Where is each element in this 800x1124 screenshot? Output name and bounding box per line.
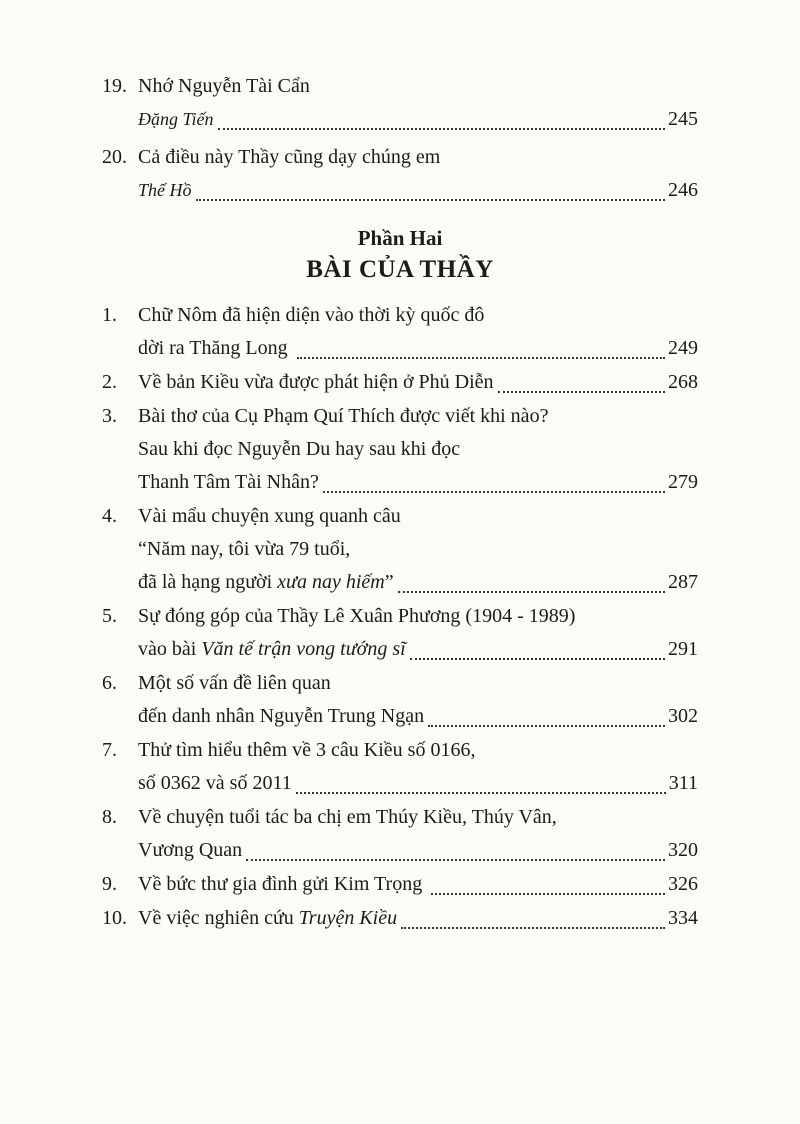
toc-entry [102,801,698,867]
toc-page [102,0,698,935]
toc-line [102,141,698,174]
entry-number: 19. [102,75,127,97]
toc-entry [102,141,698,207]
toc-line [138,633,698,666]
entry-number: 8. [102,806,117,828]
entry-text: Về việc nghiên cứu [138,907,299,929]
page-number: 279 [668,471,698,493]
entry-author: Đặng Tiến [138,109,214,129]
toc-entry [102,902,698,935]
entry-text: Chữ Nôm đã hiện diện vào thời kỳ quốc đô [138,304,485,326]
toc-line [102,902,698,935]
entry-text: dời ra Thăng Long [138,337,293,359]
entry-text: ” [384,571,394,593]
toc-entry [102,400,698,499]
toc-line [138,834,698,867]
entry-number: 1. [102,304,117,326]
page-number: 287 [668,571,698,593]
page-number: 334 [668,907,698,929]
toc-entry [102,366,698,399]
entry-number: 7. [102,739,117,761]
entry-number: 2. [102,371,117,393]
entry-title: Cả điều này Thầy cũng dạy chúng em [138,146,441,168]
entry-number: 4. [102,505,117,527]
entry-text: số 0362 và số 2011 [138,772,292,794]
entry-text: Sau khi đọc Nguyễn Du hay sau khi đọc [138,438,461,460]
toc-line [102,734,698,767]
entry-author: Thế Hồ [138,180,192,200]
entry-text: đến danh nhân Nguyễn Trung Ngạn [138,705,425,727]
toc-entry [102,667,698,733]
toc-entry [102,299,698,365]
entry-text: Vài mẩu chuyện xung quanh câu [138,505,401,527]
toc-line [102,366,698,399]
entry-text: Về bản Kiều vừa được phát hiện ở Phủ Diễn [138,371,494,393]
entry-number: 5. [102,605,117,627]
toc-line [138,700,698,733]
section-kicker: Phần Hai [357,226,443,250]
page-number: 268 [668,371,698,393]
entry-number: 20. [102,146,127,168]
toc-line [138,174,698,207]
dot-leader [498,391,665,393]
toc-line [102,801,698,834]
dot-leader [296,792,666,794]
toc-line [138,566,698,599]
dot-leader [410,658,665,660]
toc-line [138,103,698,136]
page-number: 291 [668,638,698,660]
dot-leader [218,128,665,130]
dot-leader [431,893,665,895]
page-number: 320 [668,839,698,861]
toc-line [138,466,698,499]
toc-line [102,70,698,103]
entry-text-italic: Văn tế trận vong tướng sĩ [201,638,406,660]
toc-entry [102,734,698,800]
dot-leader [196,199,666,201]
page-number: 245 [668,108,698,130]
entry-number: 6. [102,672,117,694]
dot-leader [398,591,665,593]
entry-text: Thử tìm hiểu thêm về 3 câu Kiều số 0166, [138,739,476,761]
page-number: 249 [668,337,698,359]
section-heading [102,223,698,286]
entry-text: đã là hạng người [138,571,278,593]
entry-number: 9. [102,873,117,895]
toc-entry [102,868,698,901]
page-number: 302 [668,705,698,727]
toc-line [102,400,698,433]
entry-text: Bài thơ của Cụ Phạm Quí Thích được viết khi nào? [138,405,549,427]
toc-line [138,533,698,566]
entry-text: Về bức thư gia đình gửi Kim Trọng [138,873,428,895]
entry-text: Vương Quan [138,839,243,861]
toc-line [102,667,698,700]
page-number: 326 [668,873,698,895]
entry-number: 10. [102,907,127,929]
entry-text-italic: Truyện Kiều [298,907,398,929]
toc-entry [102,500,698,599]
entry-text: Một số vấn đề liên quan [138,672,331,694]
entry-text-italic: xưa nay hiếm [277,571,385,593]
entry-number: 3. [102,405,117,427]
dot-leader [401,927,665,929]
dot-leader [246,859,665,861]
section-title: BÀI CỦA THẦY [306,256,494,283]
entry-title: Nhớ Nguyễn Tài Cẩn [138,75,310,97]
dot-leader [297,357,665,359]
page-number: 311 [668,772,698,794]
entry-text: Sự đóng góp của Thầy Lê Xuân Phương (1904 - 1989) [138,605,576,627]
dot-leader [428,725,665,727]
entry-text: Về chuyện tuổi tác ba chị em Thúy Kiều, Thúy Vân, [138,806,557,828]
entry-text: Thanh Tâm Tài Nhân? [138,471,319,493]
toc-line [102,299,698,332]
toc-entry [102,70,698,136]
toc-entry [102,600,698,666]
entry-text: vào bài [138,638,202,660]
toc-line [102,868,698,901]
toc-line [102,500,698,533]
toc-line [138,332,698,365]
dot-leader [323,491,665,493]
toc-line [138,433,698,466]
toc-line [138,767,698,800]
toc-line [102,600,698,633]
entry-text: “Năm nay, tôi vừa 79 tuổi, [138,538,351,560]
page-number: 246 [668,179,698,201]
